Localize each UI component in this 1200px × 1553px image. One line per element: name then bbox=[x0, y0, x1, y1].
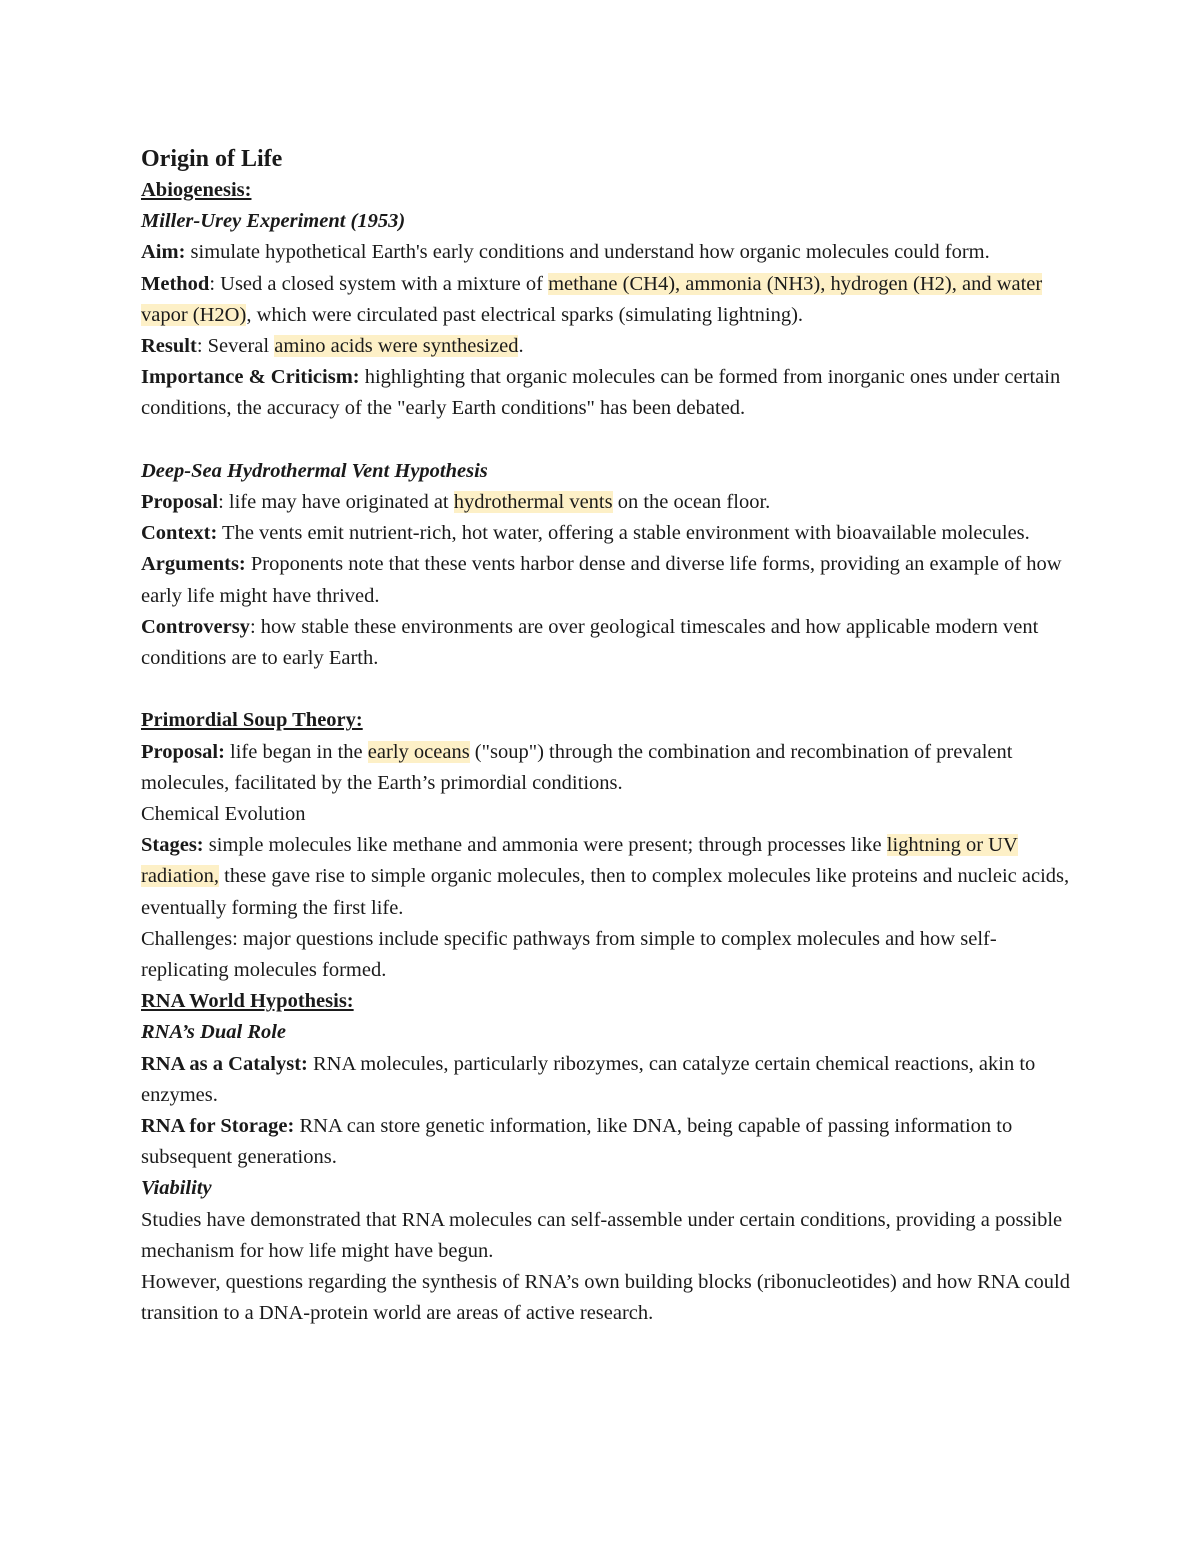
paragraph-aim: Aim: simulate hypothetical Earth's early conditions and understand how organic molecules could form. bbox=[141, 241, 990, 264]
paragraph-rna-however: However, questions regarding the synthesis of RNA’s own building blocks (ribonucleotides) and how RNA could transition to a DNA-protein world are areas of active research. bbox=[141, 1271, 1070, 1325]
paragraph-vent-arguments: Arguments: Proponents note that these vents harbor dense and diverse life forms, providing an example of how early life might have thrived. bbox=[141, 553, 1062, 607]
paragraph-soup-proposal: Proposal: life began in the early oceans ("soup") through the combination and recombination of prevalent molecules, facilitated by the Earth’s primordial conditions. bbox=[141, 740, 1013, 794]
paragraph-rna-studies: Studies have demonstrated that RNA molecules can self-assemble under certain conditions, providing a possible mechanism for how life might have begun. bbox=[141, 1208, 1063, 1262]
subheading-miller-urey: Miller-Urey Experiment (1953) bbox=[141, 210, 406, 233]
subheading-hydrothermal-vent: Deep-Sea Hydrothermal Vent Hypothesis bbox=[141, 459, 488, 482]
paragraph-rna-storage: RNA for Storage: RNA can store genetic information, like DNA, being capable of passing information to subsequent generations. bbox=[141, 1115, 1013, 1169]
highlight-gases: methane (CH4), ammonia (NH3), hydrogen (H2), and water vapor (H2O) bbox=[141, 272, 1043, 326]
highlight-early-oceans: early oceans bbox=[367, 740, 470, 763]
paragraph-vent-proposal: Proposal: life may have originated at hydrothermal vents on the ocean floor. bbox=[141, 491, 771, 514]
paragraph-chemical-evolution: Chemical Evolution bbox=[141, 803, 306, 826]
paragraph-importance: Importance & Criticism: highlighting that organic molecules can be formed from inorganic ones under certain conditions, the accuracy of the "early Earth conditions" has been debated. bbox=[141, 366, 1061, 420]
paragraph-rna-catalyst: RNA as a Catalyst: RNA molecules, particularly ribozymes, can catalyze certain chemical reactions, akin to enzymes. bbox=[141, 1052, 1036, 1106]
highlight-amino-acids: amino acids were synthesized bbox=[274, 335, 519, 358]
document-page bbox=[141, 143, 1071, 1329]
paragraph-result: Result: Several amino acids were synthesized. bbox=[141, 335, 524, 358]
subheading-viability: Viability bbox=[141, 1177, 212, 1200]
paragraph-soup-stages: Stages: simple molecules like methane and ammonia were present; through processes like lightning or UV radiation, these gave rise to simple organic molecules, then to complex molecules like proteins and nucleic acids, eventually forming the first life. bbox=[141, 834, 1070, 919]
paragraph-vent-context: Context: The vents emit nutrient-rich, hot water, offering a stable environment with bioavailable molecules. bbox=[141, 522, 1030, 545]
paragraph-method: Method: Used a closed system with a mixture of methane (CH4), ammonia (NH3), hydrogen (H2), and water vapor (H2O), which were circulated past electrical sparks (simulating lightning). bbox=[141, 272, 1043, 326]
section-heading-primordial-soup: Primordial Soup Theory: bbox=[141, 709, 363, 732]
section-heading-abiogenesis: Abiogenesis: bbox=[141, 179, 252, 201]
section-heading-rna-world: RNA World Hypothesis: bbox=[141, 990, 354, 1013]
subheading-rna-dual-role: RNA’s Dual Role bbox=[141, 1021, 287, 1044]
document-title: Origin of Life bbox=[141, 146, 283, 172]
paragraph-soup-challenges: Challenges: major questions include specific pathways from simple to complex molecules and how self-replicating molecules formed. bbox=[141, 927, 997, 982]
highlight-hydrothermal-vents: hydrothermal vents bbox=[453, 491, 613, 514]
paragraph-vent-controversy: Controversy: how stable these environments are over geological timescales and how applicable modern vent conditions are to early Earth. bbox=[141, 615, 1039, 670]
highlight-lightning-uv: lightning or UV radiation, bbox=[141, 834, 1018, 888]
